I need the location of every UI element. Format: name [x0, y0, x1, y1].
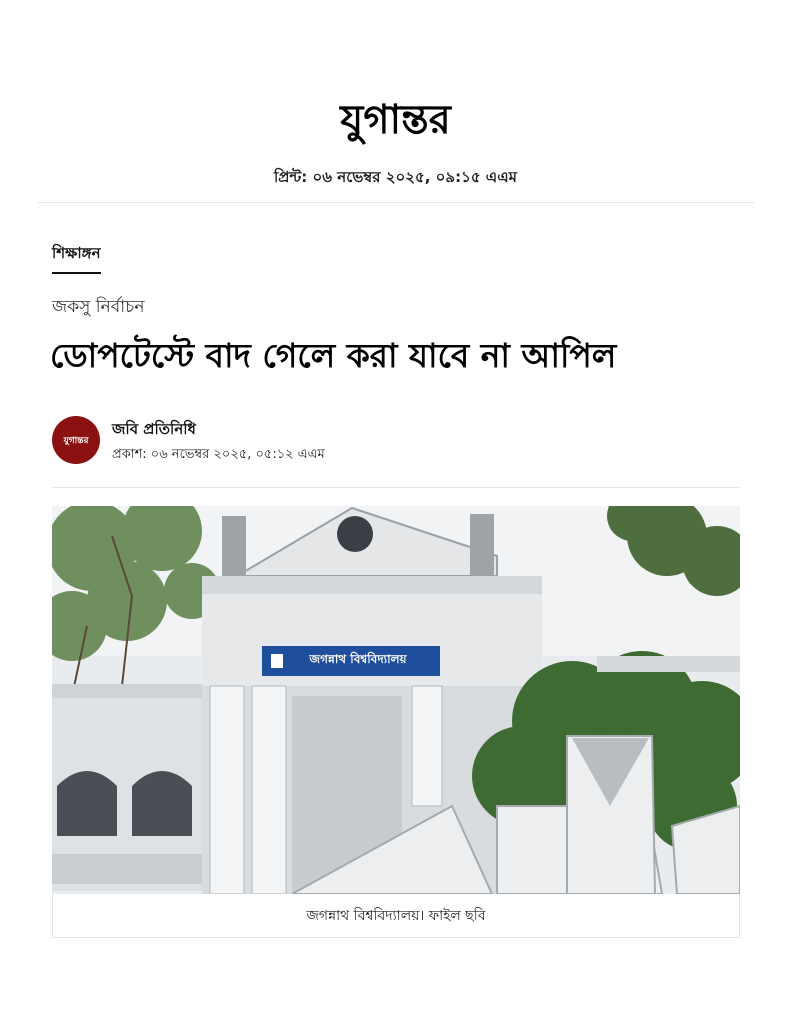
- author-avatar: [52, 416, 100, 464]
- masthead: [0, 96, 791, 144]
- site-logo[interactable]: যুগান্তর: [340, 96, 451, 143]
- photo-caption: জগন্নাথ বিশ্ববিদ্যালয়। ফাইল ছবি: [306, 908, 486, 924]
- publish-date: প্রকাশ: ০৬ নভেম্বর ২০২৫, ০৫:১২ এএম: [112, 447, 325, 462]
- header-divider: [38, 202, 754, 203]
- print-date: প্রিন্ট: ০৬ নভেম্বর ২০২৫, ০৯:১৫ এএম: [274, 168, 517, 186]
- byline-divider: [52, 487, 740, 488]
- author-name: জবি প্রতিনিধি: [112, 420, 196, 438]
- avatar-logo-text: যুগান্তর: [63, 435, 89, 446]
- campus-sign-text: জগন্নাথ বিশ্ববিদ্যালয়: [309, 652, 407, 666]
- section-link[interactable]: শিক্ষাঙ্গন: [52, 242, 101, 274]
- article-headline: ডোপটেস্টে বাদ গেলে করা যাবে না আপিল: [50, 336, 617, 375]
- article-kicker: জকসু নির্বাচন: [52, 297, 145, 317]
- campus-sign: [262, 646, 440, 676]
- article-photo: [52, 506, 740, 894]
